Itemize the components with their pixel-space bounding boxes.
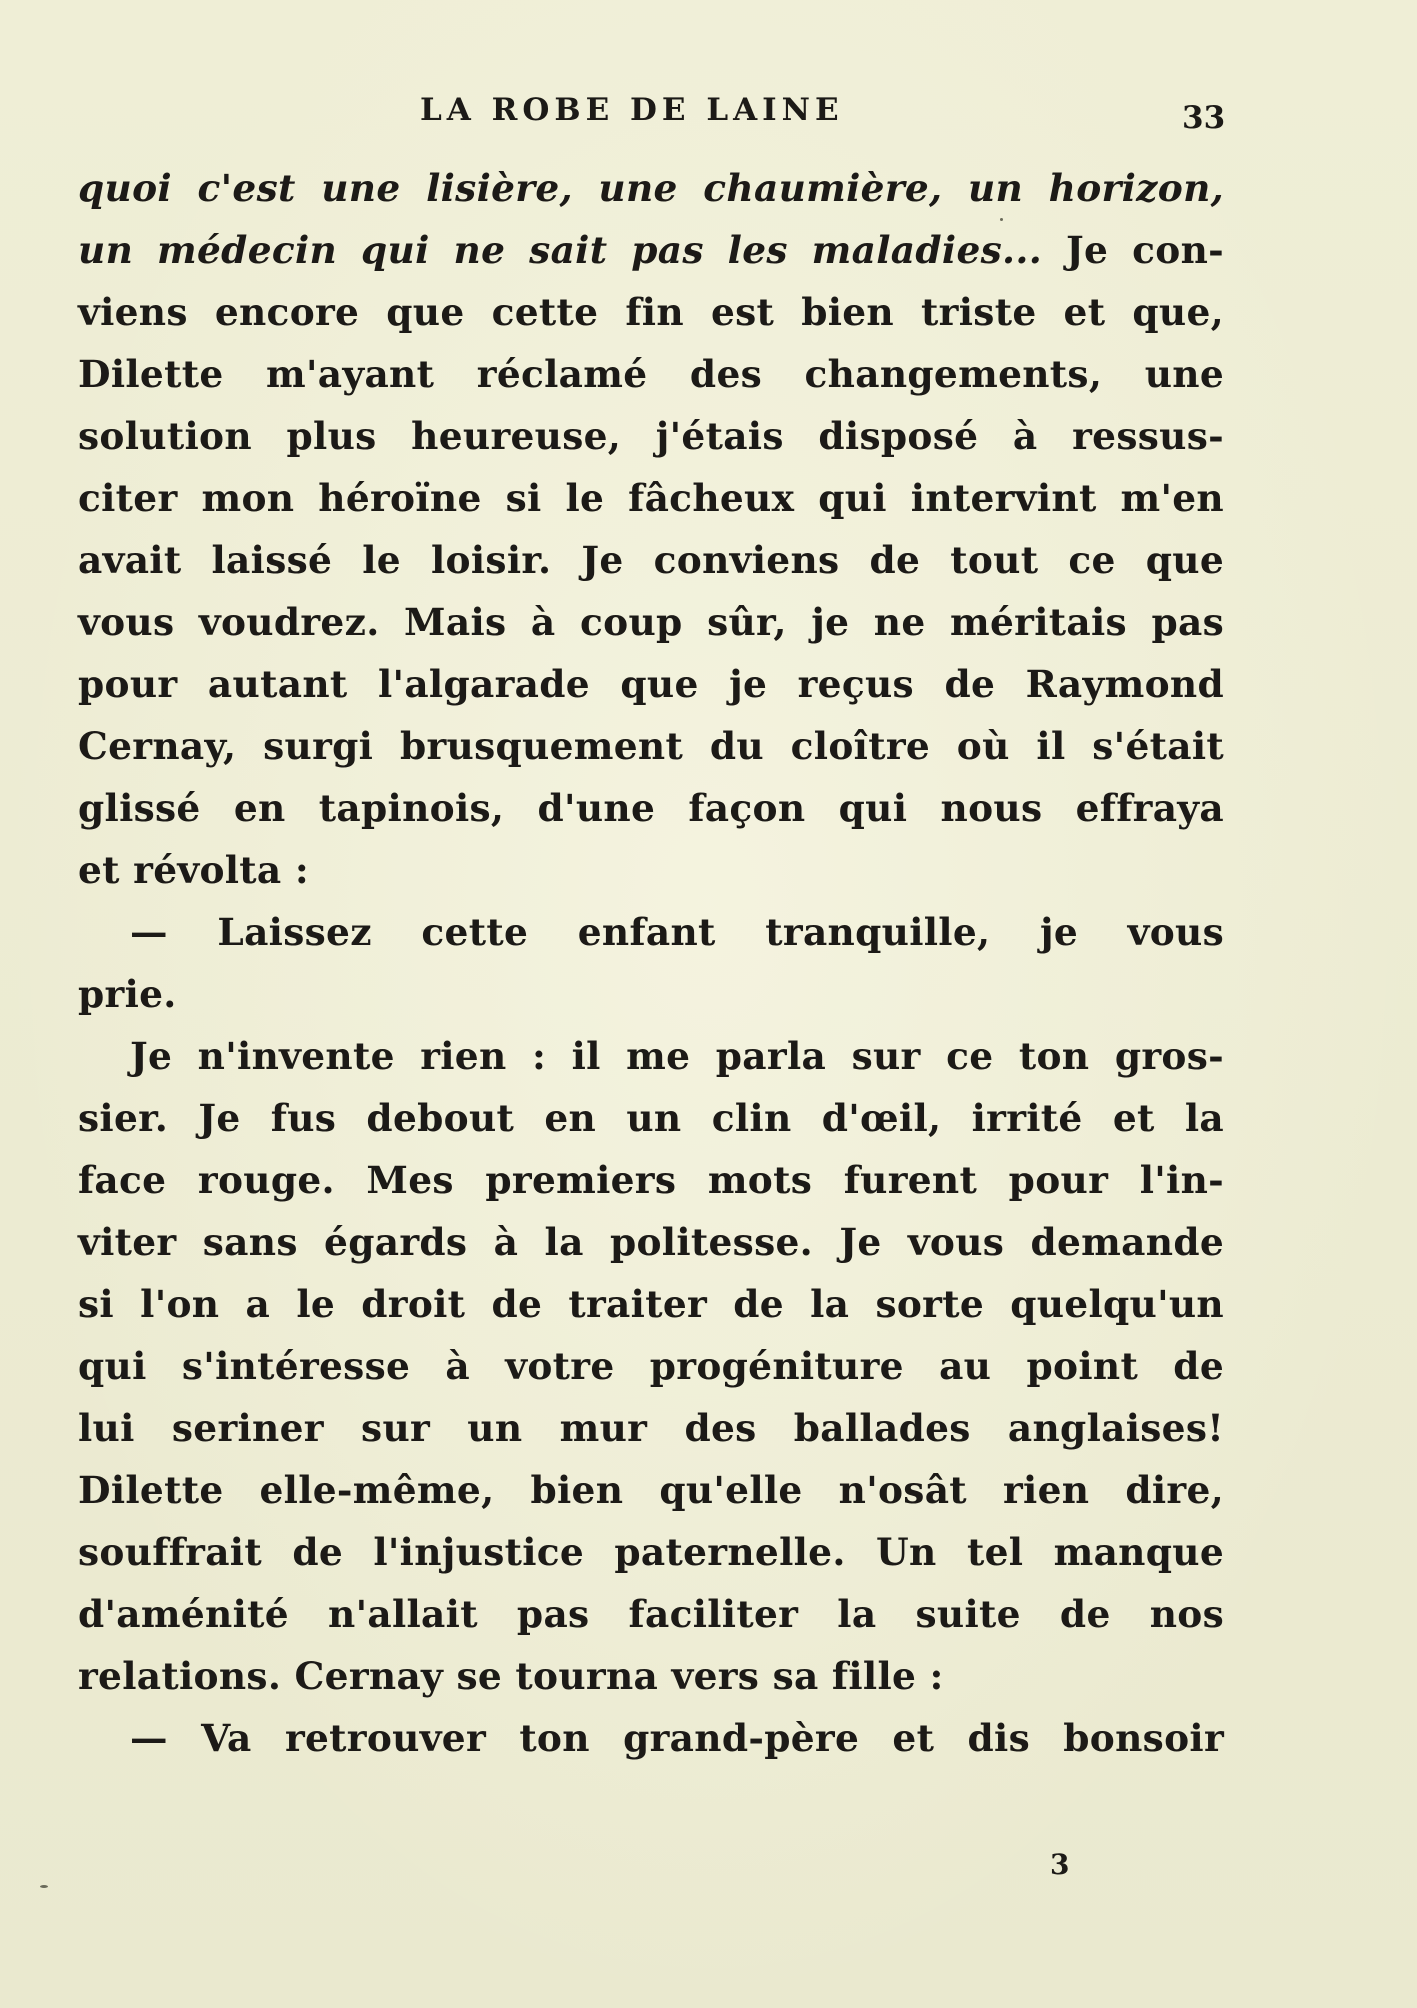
text-line: qui s'intéresse à votre progéniture au point de <box>78 1344 1224 1388</box>
text-line: Cernay, surgi brusquement du cloître où il s'était <box>78 724 1224 768</box>
text-line: avait laissé le loisir. Je conviens de tout ce que <box>78 538 1224 582</box>
text-line: et révolta : <box>78 848 310 892</box>
text-line: prie. <box>78 972 177 1016</box>
text-line: Dilette m'ayant réclamé des changements, une <box>78 352 1224 396</box>
text-line <box>78 222 1224 278</box>
text-line: relations. Cernay se tourna vers sa fille : <box>78 1654 944 1698</box>
text-line: solution plus heureuse, j'étais disposé à ressus- <box>78 414 1224 458</box>
dialogue-line: — Laissez cette enfant tranquille, je vous <box>130 910 1224 954</box>
paper-speck <box>40 1885 48 1888</box>
signature-mark: 3 <box>1050 1848 1070 1881</box>
text-line: glissé en tapinois, d'une façon qui nous effraya <box>78 786 1224 830</box>
text-line: viter sans égards à la politesse. Je vous demande <box>78 1220 1224 1264</box>
paper-speck <box>1000 218 1003 221</box>
text-line: d'aménité n'allait pas faciliter la suite de nos <box>78 1592 1224 1636</box>
text-line: quoi c'est une lisière, une chaumière, un horizon, <box>78 166 1224 210</box>
text-line-italic-part: un médecin qui ne sait pas les maladies... <box>78 228 1043 272</box>
text-line: lui seriner sur un mur des ballades anglaises! <box>78 1406 1224 1450</box>
dialogue-line: — Va retrouver ton grand-père et dis bonsoir <box>130 1716 1224 1760</box>
text-line: si l'on a le droit de traiter de la sorte quelqu'un <box>78 1282 1224 1326</box>
text-line-roman-part: Je con- <box>1066 228 1224 272</box>
text-line: sier. Je fus debout en un clin d'œil, irrité et la <box>78 1096 1224 1140</box>
text-line: souffrait de l'injustice paternelle. Un tel manque <box>78 1530 1224 1574</box>
text-line: Dilette elle-même, bien qu'elle n'osât rien dire, <box>78 1468 1224 1512</box>
text-line: face rouge. Mes premiers mots furent pour l'in- <box>78 1158 1224 1202</box>
text-line: citer mon héroïne si le fâcheux qui intervint m'en <box>78 476 1224 520</box>
running-title: LA ROBE DE LAINE <box>420 92 844 128</box>
paragraph-start-line: Je n'invente rien : il me parla sur ce ton gros- <box>130 1034 1224 1078</box>
text-line: vous voudrez. Mais à coup sûr, je ne méritais pas <box>78 600 1224 644</box>
page-number: 33 <box>1182 100 1226 136</box>
text-line: pour autant l'algarade que je reçus de Raymond <box>78 662 1224 706</box>
text-line: viens encore que cette fin est bien triste et que, <box>78 290 1224 334</box>
